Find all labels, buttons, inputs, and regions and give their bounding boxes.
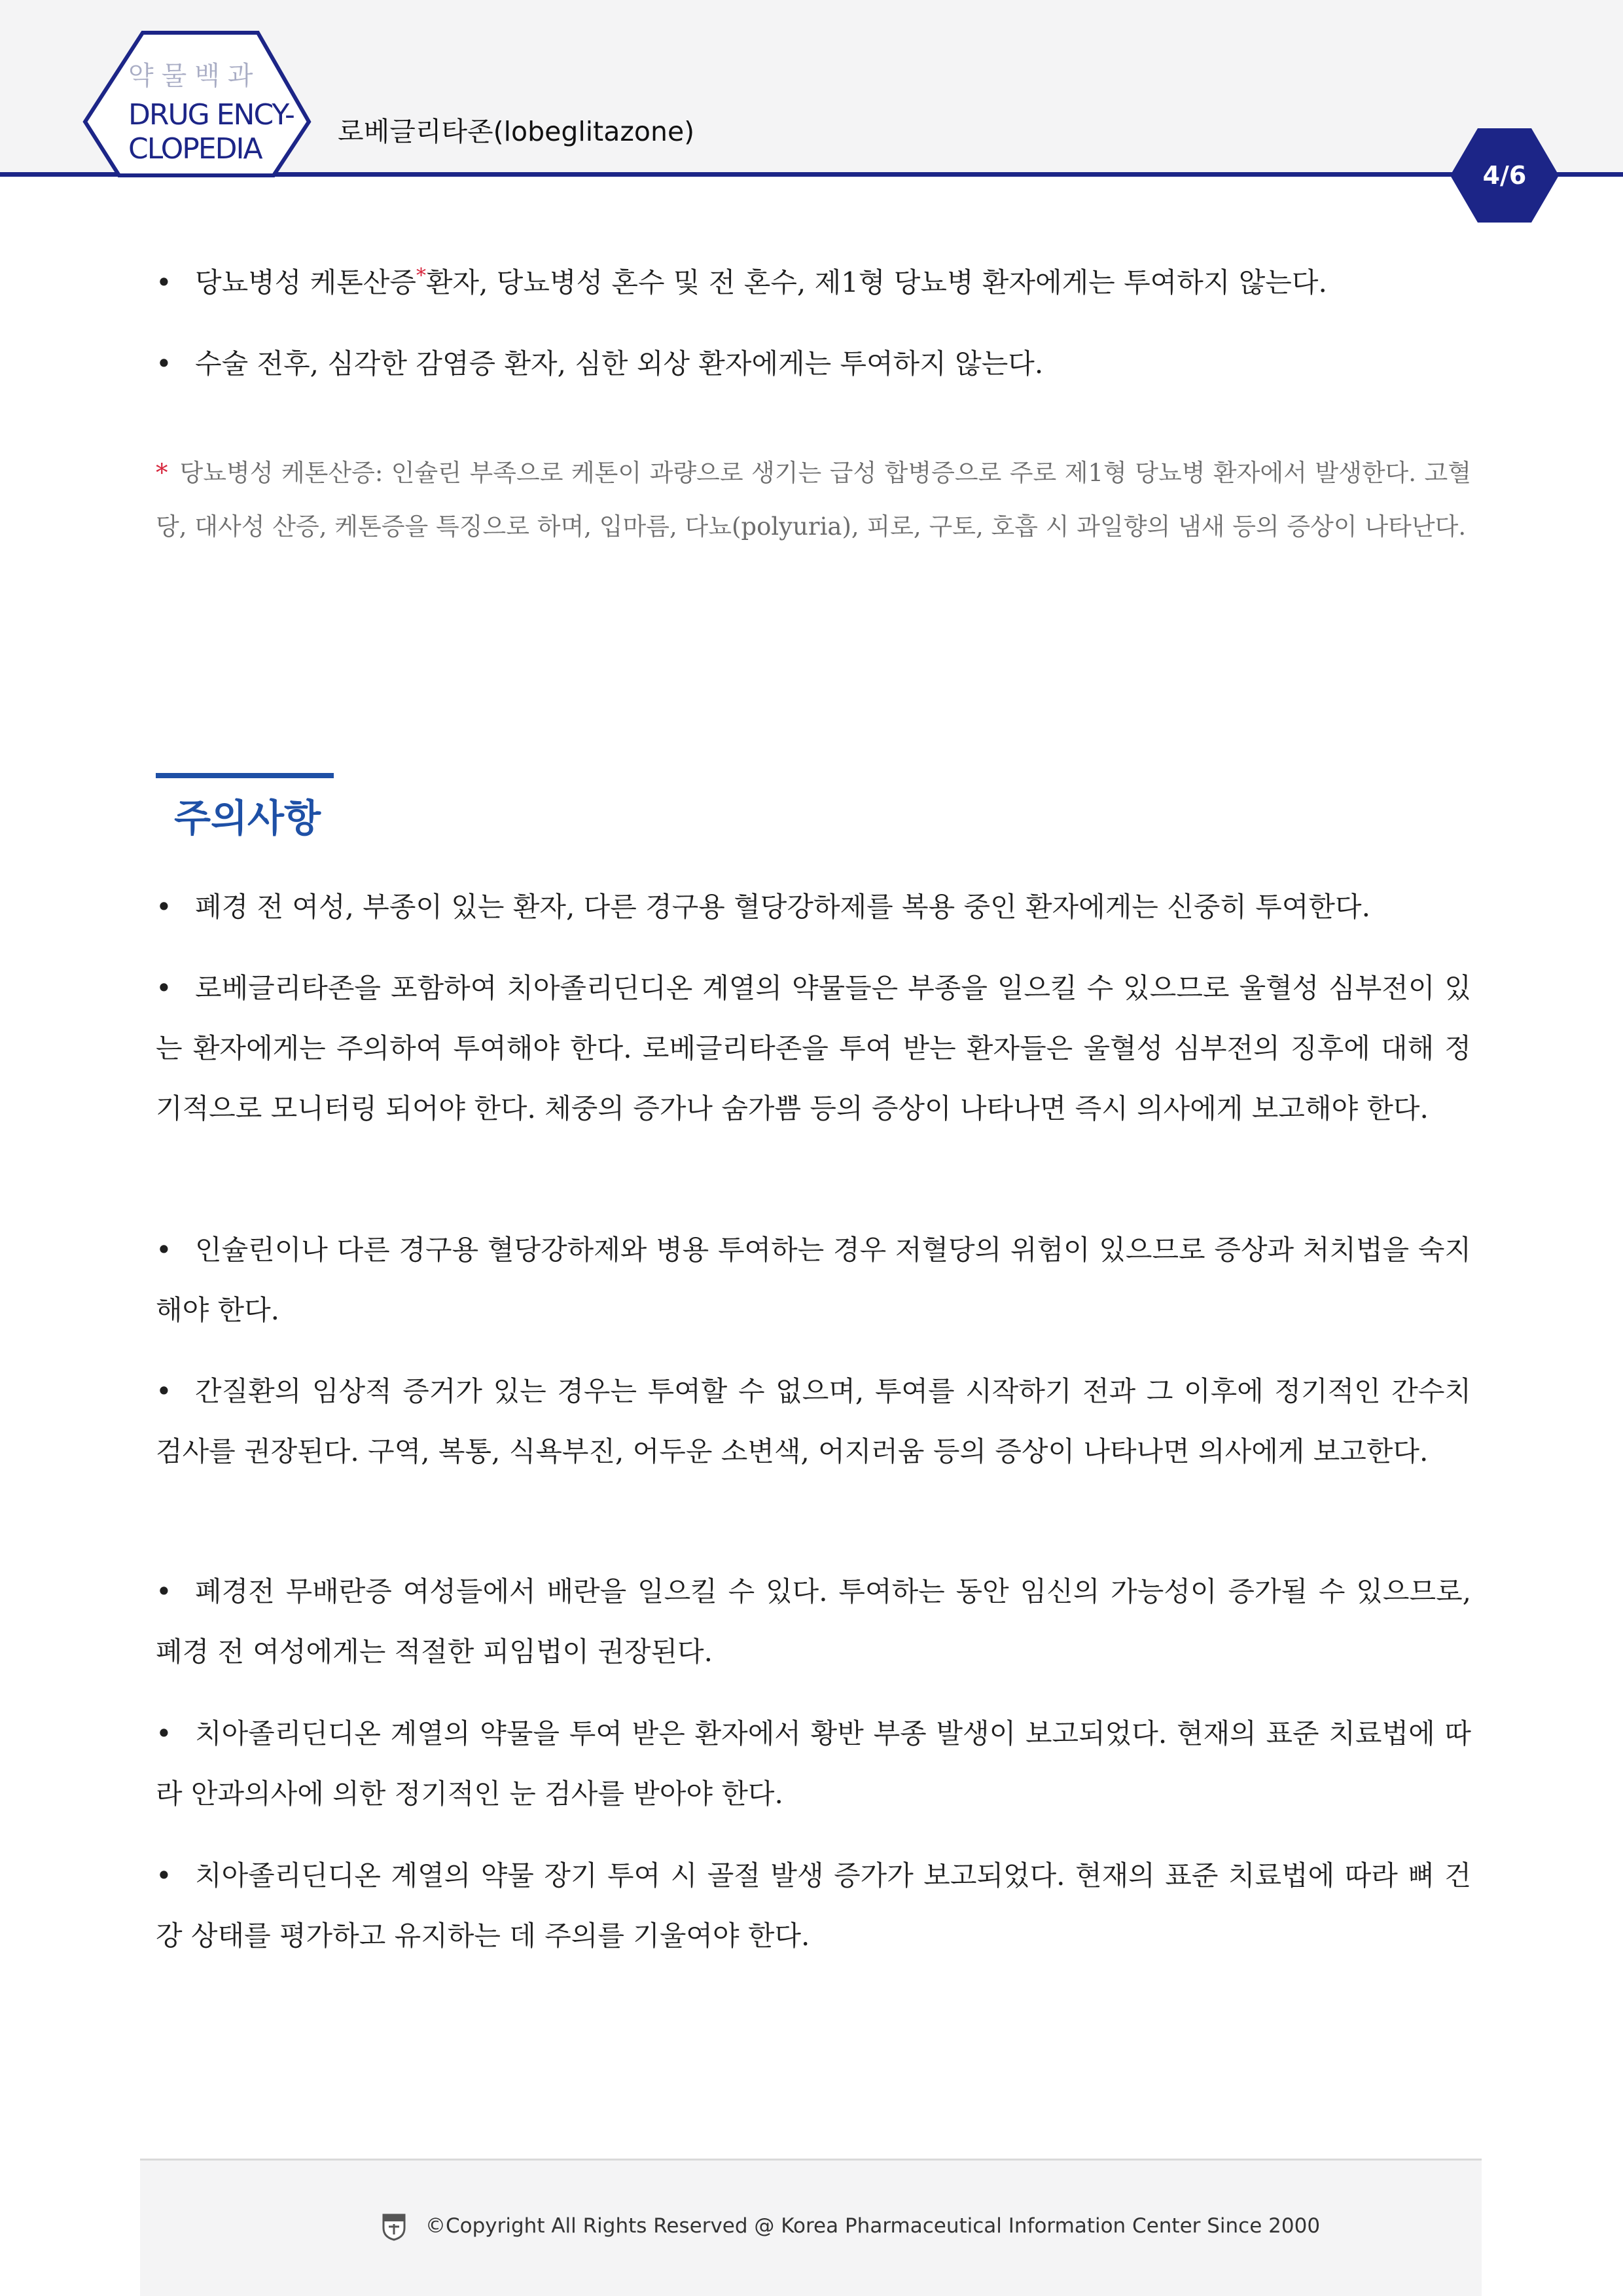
precaution-item-4 [156,1361,1471,1482]
bullet-icon: • [156,1717,172,1749]
precaution-item-1 [156,877,1471,937]
contraindication-item-1 [156,253,1471,313]
footnote-marker: * [416,264,426,287]
precaution-item-2 [156,958,1471,1139]
logo-korean: 약물백과 [128,61,261,91]
item-text: 간질환의 임상적 증거가 있는 경우는 투여할 수 없으며, 투여를 시작하기 전과 그 이후에 정기적인 간수치 검사를 권장된다. 구역, 복통, 식욕부진, 어두운 소변색, 어지러움 등의 증상이 나타나면 의사에게 보고한다. [156,1375,1471,1467]
footer-copyright: ©Copyright All Rights Reserved @ Korea Pharmaceutical Information Center Since 2000 [425,2214,1321,2238]
item-text: 폐경전 무배란증 여성들에서 배란을 일으킬 수 있다. 투여하는 동안 임신의 가능성이 증가될 수 있으므로, 폐경 전 여성에게는 적절한 피임법이 권장된다. [156,1575,1471,1668]
item-text-cont: 환자, 당뇨병성 혼수 및 전 혼수, 제1형 당뇨병 환자에게는 투여하지 않는다. [425,266,1327,298]
item-text: 폐경 전 여성, 부종이 있는 환자, 다른 경구용 혈당강하제를 복용 중인 환자에게는 신중히 투여한다. [195,891,1370,923]
logo-english-line1: DRUG ENCY- [128,98,294,132]
precaution-item-5 [156,1562,1471,1682]
document-title: 로베글리타존(lobeglitazone) [338,116,695,147]
precaution-item-3 [156,1220,1471,1340]
item-text: 인슐린이나 다른 경구용 혈당강하제와 병용 투여하는 경우 저혈당의 위험이 있으므로 증상과 처치법을 숙지해야 한다. [156,1234,1471,1326]
section-title: 주의사항 [174,796,321,840]
logo-english-line2: CLOPEDIA [128,132,262,166]
item-text: 당뇨병성 케톤산증 [195,266,416,298]
bullet-icon: • [156,348,172,380]
bullet-icon: • [156,1859,172,1892]
item-text: 치아졸리딘디온 계열의 약물을 투여 받은 환자에서 황반 부종 발생이 보고되었다. 현재의 표준 치료법에 따라 안과의사에 의한 정기적인 눈 검사를 받아야 한다. [156,1717,1471,1810]
footnote-star: * [156,459,168,487]
footnote [156,446,1471,554]
logo [128,63,298,166]
page-header [0,0,1623,196]
bullet-icon: • [156,1234,172,1266]
bullet-icon: • [156,266,172,298]
bullet-icon: • [156,972,172,1004]
bullet-icon: • [156,1575,172,1607]
page-number: 4/6 [1482,161,1527,190]
item-text: 수술 전후, 심각한 감염증 환자, 심한 외상 환자에게는 투여하지 않는다. [195,348,1044,380]
bullet-icon: • [156,891,172,923]
contraindication-item-2 [156,334,1471,394]
footnote-text: 당뇨병성 케톤산증: 인슐린 부족으로 케톤이 과량으로 생기는 급성 합병증으로 주로 제1형 당뇨병 환자에서 발생한다. 고혈당, 대사성 산증, 케톤증을 특징으로 하며, 입마름, 다뇨(polyuria), 피로, 구토, 호흡 시 과일향의 냄새 등의 증상이 나타난다. [156,459,1471,541]
precaution-item-6 [156,1704,1471,1824]
item-text: 치아졸리딘디온 계열의 약물 장기 투여 시 골절 발생 증가가 보고되었다. 현재의 표준 치료법에 따라 뼈 건강 상태를 평가하고 유지하는 데 주의를 기울여야 한다. [156,1859,1471,1952]
section-title-rule [156,773,334,778]
precaution-item-7 [156,1846,1471,1966]
bullet-icon: • [156,1375,172,1407]
kpic-emblem-icon [381,2212,407,2241]
item-text: 로베글리타존을 포함하여 치아졸리딘디온 계열의 약물들은 부종을 일으킬 수 있으므로 울혈성 심부전이 있는 환자에게는 주의하여 투여해야 한다. 로베글리타존을 투여 받는 환자들은 울혈성 심부전의 징후에 대해 정기적으로 모니터링 되어야 한다. 체중의 증가나 숨가쁨 등의 증상이 나타나면 즉시 의사에게 보고해야 한다. [156,972,1471,1124]
